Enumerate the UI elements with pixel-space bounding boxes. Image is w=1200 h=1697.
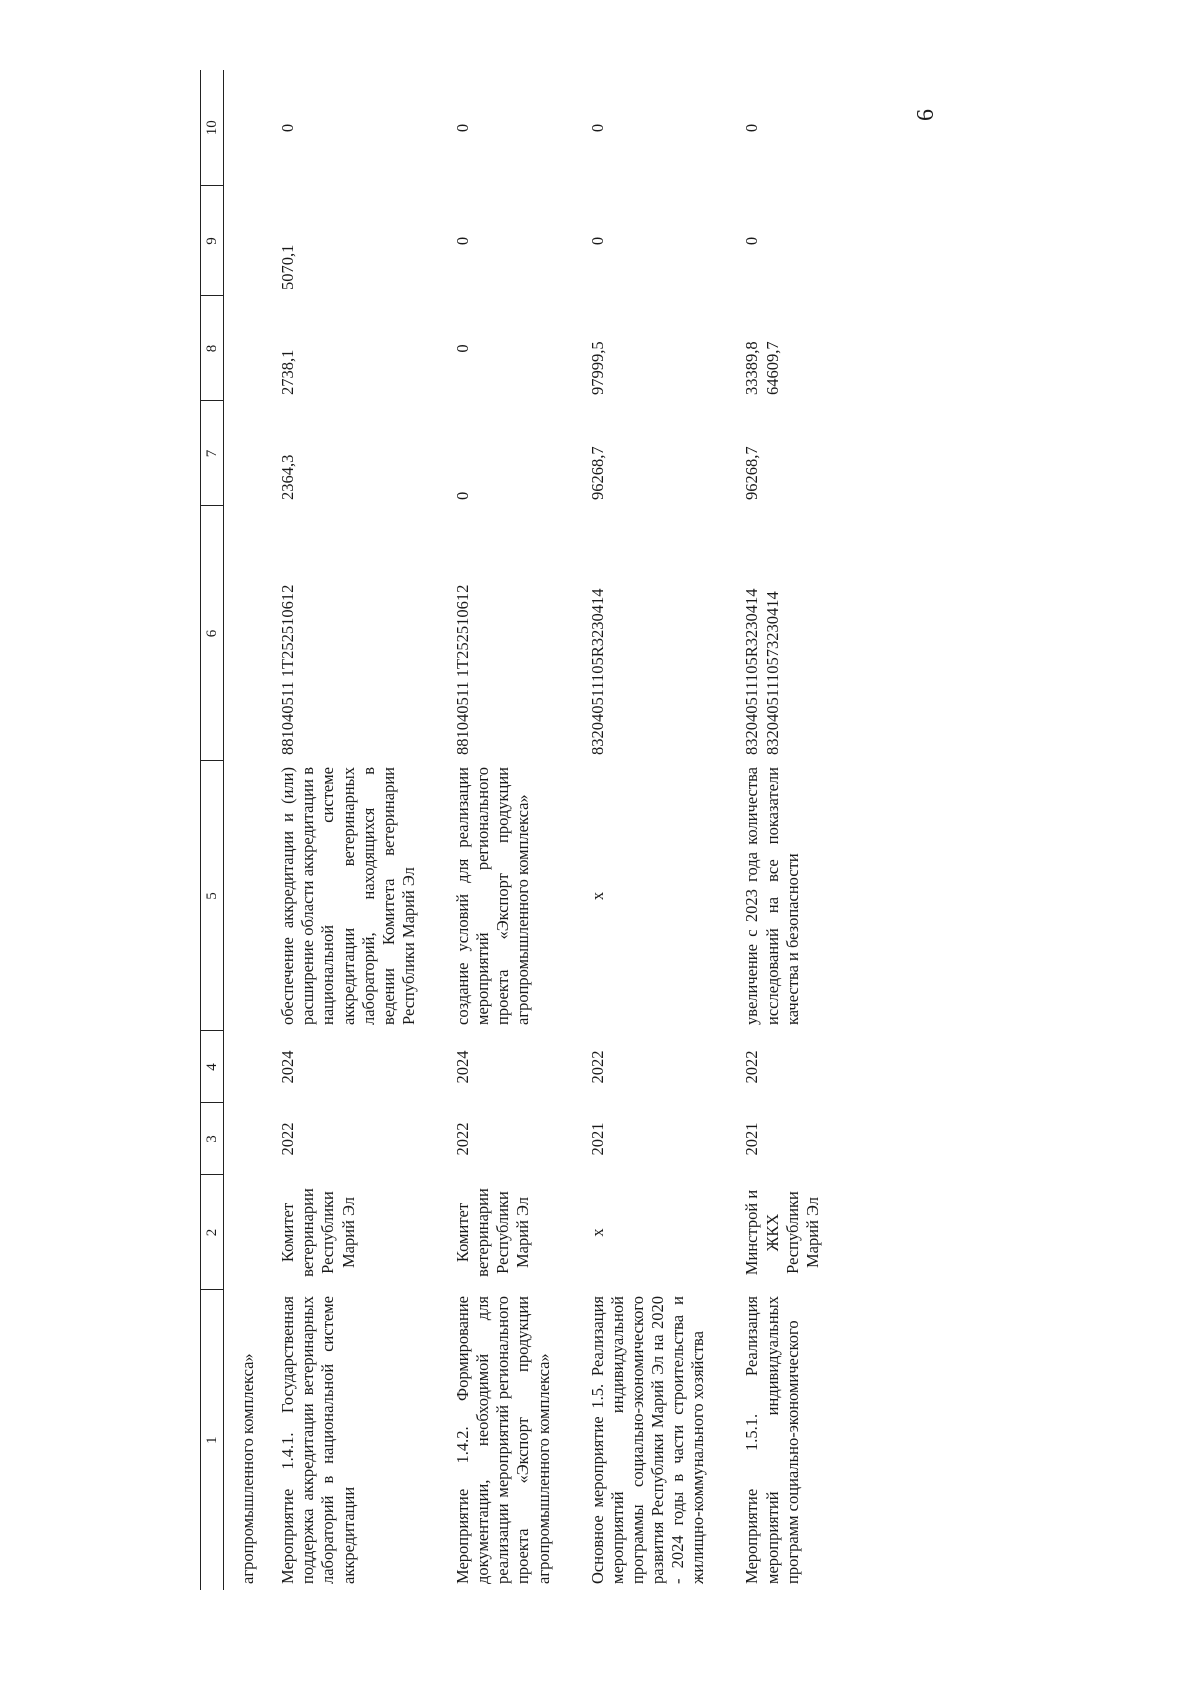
cell-start-year: 2021 bbox=[587, 1122, 607, 1156]
cell-measure: Мероприятие 1.4.1. Государственная поддержка аккредитации ветеринарных лабораторий в национальной системе аккредитации bbox=[278, 1296, 358, 1584]
cell-start-year: 2022 bbox=[278, 1122, 298, 1156]
continuation-cell: агропромышленного комплекса» bbox=[238, 1353, 257, 1584]
col-header-3: 3 bbox=[201, 1103, 224, 1175]
col-header-1: 1 bbox=[201, 1290, 224, 1590]
cell-value-7: 0 bbox=[453, 491, 472, 500]
cell-start-year: 2021 bbox=[742, 1122, 762, 1156]
cell-code: 881040511 1Т252510612 bbox=[278, 584, 298, 755]
header-row bbox=[201, 70, 224, 1590]
cell-value-8: 2738,1 bbox=[278, 349, 298, 395]
cell-end-year: 2024 bbox=[453, 1050, 472, 1084]
cell-code: 832040511105R3230414 83204051110573230414 bbox=[742, 588, 782, 755]
cell-value-7: 96268,7 bbox=[742, 446, 762, 500]
cell-value-8: 0 bbox=[453, 344, 472, 353]
cell-value-10: 0 bbox=[742, 123, 762, 133]
cell-end-year: 2022 bbox=[587, 1050, 607, 1084]
cell-code: 881040511 1Т252510612 bbox=[453, 584, 472, 755]
table-row bbox=[734, 70, 835, 1590]
cell-result: увеличение с 2023 года количества исследований на все показатели качества и безопасности bbox=[742, 767, 802, 1025]
cell-end-year: 2022 bbox=[742, 1050, 762, 1084]
col-header-2: 2 bbox=[201, 1175, 224, 1290]
cell-measure: Мероприятие 1.4.2. Формирование документации, необходимой для реализации мероприятий регионального проекта «Экспорт продукции агропромышленного комплекса» bbox=[453, 1296, 553, 1584]
cell-value-10: 0 bbox=[453, 123, 472, 133]
cell-end-year: 2024 bbox=[278, 1050, 298, 1084]
cell-executor: Комитет ветеринарии Республики Марий Эл bbox=[453, 1188, 533, 1277]
col-header-5: 5 bbox=[201, 761, 224, 1031]
rotated-table-wrapper bbox=[200, 70, 1200, 1590]
cell-value-7: 2364,3 bbox=[278, 454, 298, 500]
col-header-6: 6 bbox=[201, 506, 224, 761]
page-number: 6 bbox=[913, 109, 939, 121]
col-header-7: 7 bbox=[201, 401, 224, 506]
cell-start-year: 2022 bbox=[453, 1122, 472, 1156]
col-header-9: 9 bbox=[201, 186, 224, 296]
cell-code: 832040511105R3230414 bbox=[587, 588, 607, 755]
cell-value-9: 0 bbox=[742, 236, 762, 246]
col-header-10: 10 bbox=[201, 70, 224, 186]
cell-value-9: 5070,1 bbox=[278, 244, 298, 290]
cell-executor: Комитет ветеринарии Республики Марий Эл bbox=[278, 1188, 358, 1277]
table-row bbox=[580, 70, 735, 1590]
cell-result: обеспечение аккредитации и (или) расширение области аккредитации в национальной системе аккредитации ветеринарных лабораторий, находящихся в ведении Комитета ветеринарии Республики Марий Эл bbox=[278, 767, 418, 1025]
cell-value-10: 0 bbox=[587, 123, 607, 133]
cell-result: х bbox=[587, 891, 607, 901]
cell-value-8: 97999,5 bbox=[587, 341, 607, 395]
cell-value-10: 0 bbox=[278, 123, 298, 133]
cell-measure: Основное мероприятие 1.5. Реализация мероприятий индивидуальной программы социально-экономического развития Республики Марий Эл на 2020 - 2024 годы в части строительства и жилищно-коммунального хозяйства bbox=[587, 1296, 708, 1584]
cell-value-7: 96268,7 bbox=[587, 446, 607, 500]
cell-executor: х bbox=[587, 1228, 607, 1237]
cell-value-9: 0 bbox=[587, 236, 607, 246]
table-row bbox=[445, 70, 580, 1590]
cell-value-8: 33389,8 64609,7 bbox=[742, 341, 782, 395]
table-row bbox=[270, 70, 445, 1590]
col-header-8: 8 bbox=[201, 296, 224, 401]
cell-measure: Мероприятие 1.5.1. Реализация мероприятий индивидуальных программ социально-экономического bbox=[742, 1296, 802, 1584]
measures-table bbox=[200, 70, 835, 1590]
cell-value-9: 0 bbox=[453, 236, 472, 246]
cell-executor: Минстрой и ЖКХ Республики Марий Эл bbox=[742, 1189, 822, 1276]
table-row-continuation bbox=[224, 70, 271, 1590]
col-header-4: 4 bbox=[201, 1031, 224, 1103]
cell-result: создание условий для реализации мероприятий регионального проекта «Экспорт продукции агропромышленного комплекса» bbox=[453, 767, 533, 1025]
